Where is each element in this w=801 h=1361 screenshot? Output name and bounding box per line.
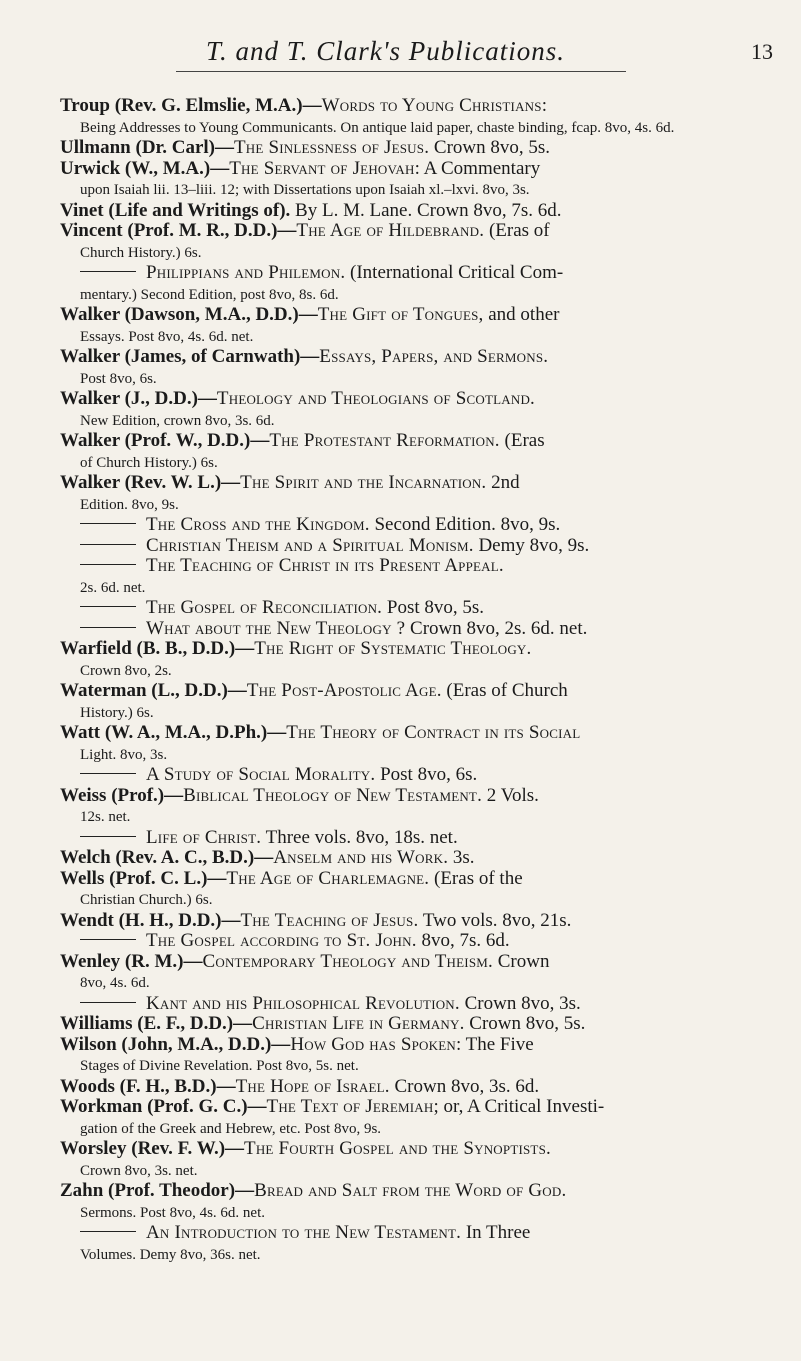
ditto-dash <box>80 773 136 774</box>
author-name: Walker (Dawson, M.A., D.D.)— <box>60 304 318 325</box>
catalogue-entry <box>60 263 776 284</box>
entry-details: (International Critical Com- <box>345 262 564 283</box>
entry-details: Two vols. 8vo, 21s. <box>418 909 572 931</box>
entry-description: Edition. 8vo, 9s. <box>80 496 179 513</box>
catalogue-entry <box>60 536 776 557</box>
author-name: Warfield (B. B., D.D.)— <box>60 638 255 659</box>
author-name: Walker (James, of Carnwath)— <box>60 346 320 367</box>
entry-details: and other <box>483 304 560 325</box>
book-title: The Text of Jeremiah <box>266 1096 434 1117</box>
book-title: The Teaching of Christ in its Present Appeal. <box>146 555 504 576</box>
catalogue-entry <box>60 952 776 973</box>
catalogue-entry <box>60 786 776 807</box>
book-title: Biblical Theology of New Testament. <box>183 784 483 806</box>
catalogue-entry <box>60 159 776 180</box>
catalogue-entry <box>60 347 776 368</box>
entry-details: Three vols. 8vo, 18s. net. <box>261 826 458 848</box>
author-name: Vincent (Prof. M. R., D.D.)— <box>60 220 297 241</box>
catalogue-entry <box>60 431 776 452</box>
entry-description: of Church History.) 6s. <box>80 454 218 471</box>
entry-description: Crown 8vo, 2s. <box>80 662 172 679</box>
author-name: Williams (E. F., D.D.)— <box>60 1013 253 1034</box>
book-title: The Hope of Israel. <box>235 1075 390 1097</box>
entry-continuation <box>60 806 776 828</box>
entry-continuation <box>60 242 776 264</box>
page-header <box>60 36 801 76</box>
catalogue-entry <box>60 619 776 640</box>
author-name: Woods (F. H., B.D.)— <box>60 1075 236 1097</box>
book-title: Anselm and his Work. <box>273 847 449 868</box>
author-name: Ullmann (Dr. Carl)— <box>60 137 234 158</box>
catalogue-entry <box>60 765 776 786</box>
book-title: Words to Young Christians <box>321 95 542 116</box>
book-title: Life of Christ. <box>146 826 262 848</box>
ditto-dash <box>80 544 136 545</box>
entry-continuation <box>60 1055 776 1077</box>
book-title: The Sinlessness of Jesus. <box>234 137 430 158</box>
entry-details: (Eras of Church <box>441 680 568 701</box>
book-title: Philippians and Philemon. <box>146 262 346 283</box>
entry-continuation <box>60 1244 776 1266</box>
catalogue-entry <box>60 1077 776 1098</box>
entry-continuation <box>60 494 776 516</box>
entry-description: Volumes. Demy 8vo, 36s. net. <box>80 1246 261 1263</box>
entry-details: 8vo, 7s. 6d. <box>416 930 510 951</box>
book-title: The Theory of Contract in its Social <box>286 722 581 743</box>
header-rule <box>176 71 626 72</box>
catalogue-entry <box>60 869 776 890</box>
entry-details: (Eras <box>499 430 545 451</box>
author-name: Troup (Rev. G. Elmslie, M.A.)— <box>60 95 322 116</box>
ditto-dash <box>80 1002 136 1003</box>
catalogue-entry <box>60 515 776 536</box>
book-title: The Gift of Tongues, <box>317 304 484 325</box>
page-number: 13 <box>751 39 773 64</box>
entry-description: gation of the Greek and Hebrew, etc. Post 8vo, 9s. <box>80 1120 382 1137</box>
book-title: The Age of Hildebrand. <box>296 220 485 241</box>
catalogue-entry <box>60 994 776 1015</box>
entry-details: Post 8vo, 6s. <box>375 764 478 785</box>
entry-continuation <box>60 577 776 599</box>
author-name: Walker (Rev. W. L.)— <box>60 472 241 493</box>
entry-description: Essays. Post 8vo, 4s. 6d. net. <box>80 328 254 345</box>
catalogue-entry <box>60 1181 776 1202</box>
ditto-dash <box>80 271 136 272</box>
catalogue-entry <box>60 556 776 577</box>
ditto-dash <box>80 1231 136 1232</box>
catalogue-entry <box>60 221 776 242</box>
entry-description: Being Addresses to Young Communicants. On antique laid paper, chaste binding, fcap. 8vo, 4s. 6d. <box>80 119 675 136</box>
author-name: Vinet (Life and Writings of). <box>60 199 291 221</box>
catalogue-entry <box>60 1014 776 1035</box>
catalogue-entry <box>60 828 776 849</box>
entry-details: Crown 8vo, 3s. <box>459 992 581 1014</box>
book-title: An Introduction to the New Testament. <box>146 1222 462 1243</box>
entry-details: Crown <box>492 950 550 972</box>
entry-continuation <box>60 889 776 911</box>
catalogue-entry <box>60 1139 776 1160</box>
book-title: Kant and his Philosophical Revolution. <box>146 992 460 1014</box>
entry-details: Crown 8vo, 5s. <box>429 137 551 158</box>
author-name: Walker (Prof. W., D.D.)— <box>60 430 270 451</box>
catalogue-entry <box>60 96 776 117</box>
catalogue-entry <box>60 911 776 932</box>
entry-description: Stages of Divine Revelation. Post 8vo, 5s. net. <box>80 1058 359 1074</box>
book-title: Christian Life in Germany. <box>252 1013 465 1034</box>
entry-continuation <box>60 284 776 306</box>
entry-continuation <box>60 368 776 390</box>
entry-continuation <box>60 117 776 139</box>
book-title: The Gospel according to St. John. <box>146 930 417 951</box>
entry-description: upon Isaiah lii. 13–liii. 12; with Dissertations upon Isaiah xl.–lxvi. 8vo, 3s. <box>80 182 530 198</box>
entry-details: Demy 8vo, 9s. <box>473 534 590 556</box>
entry-description: 8vo, 4s. 6d. <box>80 975 150 991</box>
entry-details: 2 Vols. <box>482 784 539 806</box>
entry-details: Crown 8vo, 3s. 6d. <box>389 1075 540 1097</box>
entry-details: ; or, A Critical Investi- <box>433 1096 605 1117</box>
entry-details: 2nd <box>486 472 520 493</box>
catalogue-entry <box>60 931 776 952</box>
book-title: How God has Spoken <box>290 1033 456 1055</box>
book-title: The Age of Charlemagne. <box>226 867 430 889</box>
catalogue-entry <box>60 389 776 410</box>
author-name: Worsley (Rev. F. W.)— <box>60 1138 245 1159</box>
catalogue-entry <box>60 598 776 619</box>
entry-continuation <box>60 744 776 766</box>
entry-description: New Edition, crown 8vo, 3s. 6d. <box>80 412 275 429</box>
book-title: The Teaching of Jesus. <box>240 909 419 931</box>
ditto-dash <box>80 939 136 940</box>
ditto-dash <box>80 627 136 628</box>
entry-description: Sermons. Post 8vo, 4s. 6d. net. <box>80 1204 266 1221</box>
entry-continuation <box>60 1202 776 1224</box>
entry-description: mentary.) Second Edition, post 8vo, 8s. 6d. <box>80 286 339 303</box>
running-title: T. and T. Clark's Publications. <box>206 36 566 66</box>
book-title: Theology and Theologians of Scotland. <box>216 388 535 409</box>
entry-description: Light. 8vo, 3s. <box>80 746 168 763</box>
entry-details: (Eras of <box>484 220 550 241</box>
book-title: The Post-Apostolic Age. <box>246 680 442 701</box>
book-title: Essays, Papers, and Sermons. <box>319 346 549 367</box>
entry-description: Church History.) 6s. <box>80 244 202 261</box>
entry-details: Post 8vo, 5s. <box>382 597 485 618</box>
catalogue-entry <box>60 473 776 494</box>
entry-details: Crown 8vo, 2s. 6d. net. <box>405 617 588 639</box>
entry-description: 2s. 6d. net. <box>80 579 146 596</box>
author-name: Welch (Rev. A. C., B.D.)— <box>60 847 274 868</box>
author-name: Watt (W. A., M.A., D.Ph.)— <box>60 722 287 743</box>
catalogue-entry <box>60 138 776 159</box>
entry-continuation <box>60 410 776 432</box>
entry-details: In Three <box>461 1222 531 1243</box>
entry-details: (Eras of the <box>429 867 523 889</box>
ditto-dash <box>80 564 136 565</box>
entry-continuation <box>60 326 776 348</box>
entry-continuation <box>60 702 776 724</box>
entry-details: Second Edition. 8vo, 9s. <box>369 514 561 535</box>
entry-continuation <box>60 1118 776 1140</box>
catalogue-entry <box>60 1035 776 1056</box>
entry-description: 12s. net. <box>80 809 131 825</box>
entry-description: Crown 8vo, 3s. net. <box>80 1162 198 1179</box>
catalogue-entry <box>60 1097 776 1118</box>
entry-continuation <box>60 660 776 682</box>
book-title: The Servant of Jehovah <box>229 157 415 179</box>
book-title: What about the New Theology ? <box>146 617 406 639</box>
book-title: The Gospel of Reconciliation. <box>146 597 383 618</box>
entry-continuation <box>60 972 776 994</box>
entry-details: : <box>541 95 547 116</box>
book-title: The Spirit and the Incarnation. <box>240 472 487 493</box>
author-name: Wilson (John, M.A., D.D.)— <box>60 1033 291 1055</box>
author-name: Zahn (Prof. Theodor)— <box>60 1180 255 1201</box>
author-name: Urwick (W., M.A.)— <box>60 157 230 179</box>
book-title: Contemporary Theology and Theism. <box>202 950 493 972</box>
book-title: The Fourth Gospel and the Synoptists. <box>244 1138 551 1159</box>
author-name: Wendt (H. H., D.D.)— <box>60 909 241 931</box>
entry-details: : The Five <box>455 1033 534 1055</box>
entry-details: 3s. <box>448 847 475 868</box>
catalogue-entry <box>60 201 776 222</box>
author-name: Weiss (Prof.)— <box>60 784 184 806</box>
book-title: Bread and Salt from the Word of God. <box>254 1180 567 1201</box>
entry-continuation <box>60 452 776 474</box>
author-name: Wenley (R. M.)— <box>60 950 203 972</box>
ditto-dash <box>80 523 136 524</box>
catalogue-entry <box>60 305 776 326</box>
author-name: Wells (Prof. C. L.)— <box>60 867 227 889</box>
catalogue-entry <box>60 681 776 702</box>
entry-details: Crown 8vo, 5s. <box>464 1013 586 1034</box>
entry-description: Christian Church.) 6s. <box>80 892 213 908</box>
author-name: Workman (Prof. G. C.)— <box>60 1096 267 1117</box>
catalogue-entry <box>60 723 776 744</box>
book-title: The Cross and the Kingdom. <box>146 514 370 535</box>
entry-description: History.) 6s. <box>80 704 154 721</box>
ditto-dash <box>80 836 136 837</box>
book-title: The Right of Systematic Theology. <box>254 638 532 659</box>
book-title: A Study of Social Morality. <box>146 764 376 785</box>
entry-details: : A Commentary <box>414 157 541 179</box>
catalogue-entry <box>60 1223 776 1244</box>
catalogue-entries <box>60 96 776 1265</box>
author-name: Waterman (L., D.D.)— <box>60 680 247 701</box>
author-name: Walker (J., D.D.)— <box>60 388 217 409</box>
catalogue-entry <box>60 848 776 869</box>
catalogue-entry <box>60 639 776 660</box>
book-title: The Protestant Reformation. <box>269 430 500 451</box>
entry-continuation <box>60 1160 776 1182</box>
entry-details: By L. M. Lane. Crown 8vo, 7s. 6d. <box>290 199 562 221</box>
ditto-dash <box>80 606 136 607</box>
entry-continuation <box>60 179 776 201</box>
book-title: Christian Theism and a Spiritual Monism. <box>146 534 474 556</box>
entry-description: Post 8vo, 6s. <box>80 370 157 387</box>
